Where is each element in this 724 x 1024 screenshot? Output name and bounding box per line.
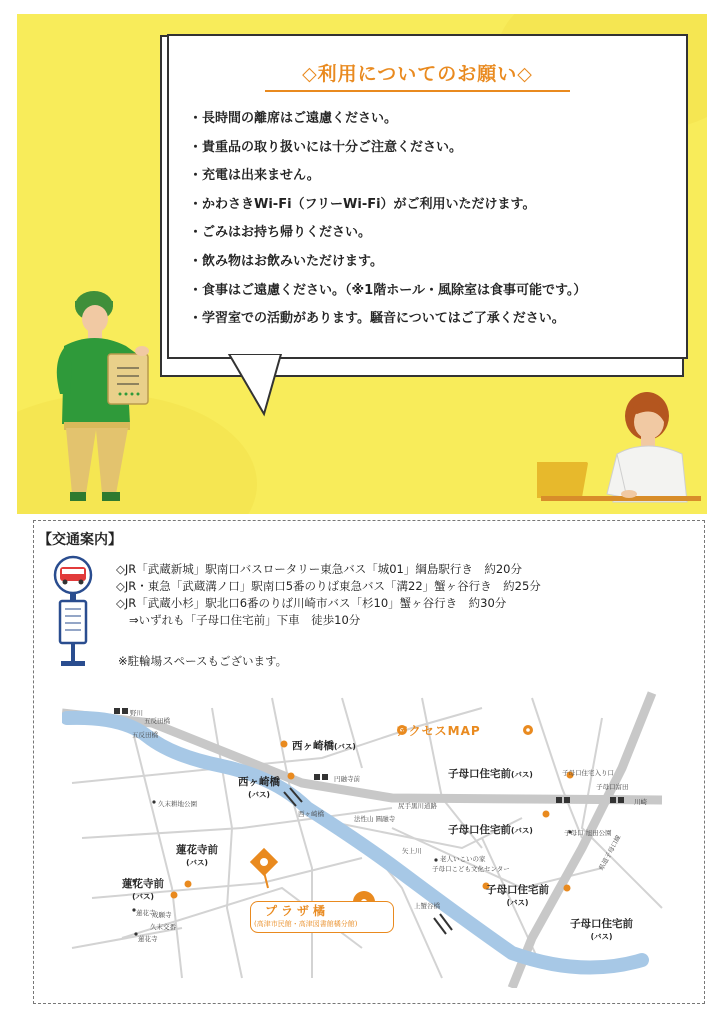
bike-note: ※駐輪場スペースもございます。 [118,654,288,668]
bus-stop-label: 蓮花寺前 (バス) [122,878,164,901]
transport-title: 【交通案内】 [38,532,122,548]
place-label: 久末耕地公園 [158,800,197,808]
rule-item: ・ 貴重品の取り扱いには十分ご注意ください。 [189,135,586,164]
route-item: ◇JR「武蔵新城」駅南口バスロータリー東急バス「城01」綱島駅行き 約20分 [116,562,522,576]
place-label: 法性山 圓融寺 [354,815,396,823]
place-label: 子母口こども文化センター [432,865,510,873]
rule-item: ・ 長時間の離席はご遠慮ください。 [189,106,586,135]
rule-item: ・ 学習室での活動があります。騒音についてはご了承ください。 [189,306,586,335]
place-label: 蓮花寺 [138,935,158,943]
rule-item: ・ 食事はご遠慮ください。（※1階ホール・風除室は食事可能です。） [189,278,586,307]
plaza-name: プラザ橘 [265,904,330,918]
place-label: 上蟹谷橋 [414,902,440,910]
place-label: 県道子母口線 [597,833,623,872]
place-label: 子母口住宅入り口 [562,769,614,777]
access-map [62,688,664,988]
bus-stop-label: 子母口住宅前 (バス) [570,918,633,941]
place-label: 子母口富田 [596,783,629,791]
rule-item: ・ ごみはお持ち帰りください。 [189,220,586,249]
bus-stop-icon [53,555,93,673]
place-label: 尻手黒川道路 [398,802,437,810]
bus-routes-list [116,561,541,629]
route-item: ◇JR「武蔵小杉」駅北口6番のりば川崎市バス「杉10」蟹ヶ谷行き 約30分 [116,596,507,610]
place-label: 久末交番 [150,923,176,931]
place-label: 矢上川 [402,847,422,855]
rule-item: ・ 充電は出来ません。 [189,163,586,192]
bus-stop-label: 西ヶ崎橋(バス) [292,740,356,752]
rules-list [189,106,586,335]
place-label: 円融寺前 [334,775,360,783]
person-with-clipboard-illustration [42,284,162,509]
bus-stop-label: 子母口住宅前(バス) [448,768,533,780]
place-label: 西ヶ崎橋 [298,810,324,818]
place-label: 成願寺 [152,911,172,919]
place-label: 五反田橋 [144,717,170,725]
bus-stop-label: 蓮花寺前 (バス) [176,844,218,867]
place-label: 川崎 [634,798,647,806]
place-label: 野川 [130,709,143,717]
place-label: 五反田橋 [132,731,158,739]
plaza-subtitle: (高津市民館・高津図書館橘分館) [254,920,358,928]
access-map-title: アクセスMAP [396,724,481,738]
place-label: 蓮花寺 [136,909,156,917]
route-item: ◇JR・東急「武蔵溝ノ口」駅南口5番のりば東急バス「溝22」蟹ヶ谷行き 約25分 [116,579,541,593]
notice-title: ◇利用についてのお願い◇ [265,58,570,92]
bus-stop-label: 子母口住宅前 (バス) [486,884,549,907]
bus-stop-label: 子母口住宅前(バス) [448,824,533,836]
route-item: ⇒いずれも「子母口住宅前」下車 徒歩10分 [129,613,361,627]
place-label: 子母口 旭田公園 [564,829,612,837]
notice-panel [17,14,707,514]
rule-item: ・ かわさきWi-Fi（フリーWi-Fi）がご利用いただけます。 [189,192,586,221]
rule-item: ・ 飲み物はお飲みいただけます。 [189,249,586,278]
bus-stop-label: 西ヶ崎橋 (バス) [238,776,280,799]
place-label: 老人いこいの家 [440,855,486,863]
person-at-laptop-illustration [537,384,707,514]
